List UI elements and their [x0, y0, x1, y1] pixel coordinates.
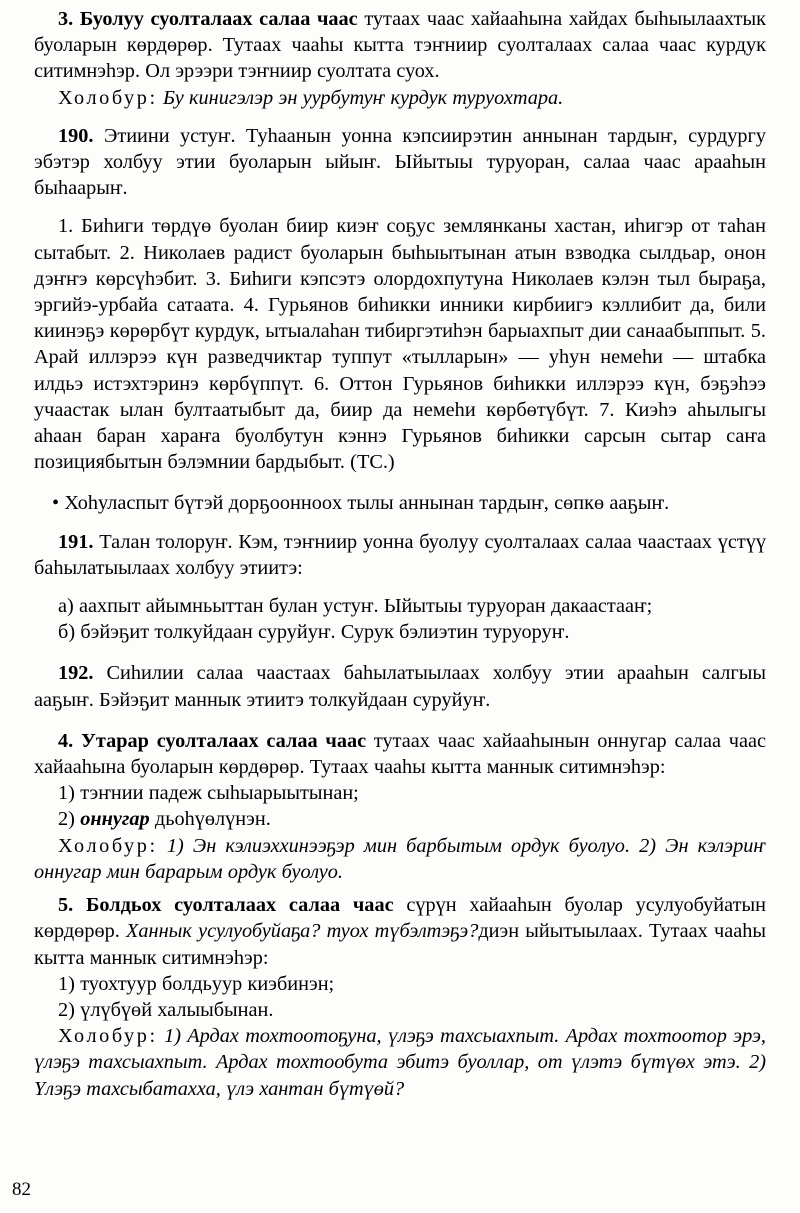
exercise-191-intro — [34, 529, 766, 581]
exercise-192-marker: 192. — [58, 662, 94, 685]
rule-3-example — [34, 85, 766, 111]
spacer — [34, 581, 766, 593]
rule-5-item-1-num: 1) — [58, 972, 75, 995]
rule-5-question-forms: Ханнык усулуобуйаҕа? туох түбэлтэҕэ? — [126, 920, 479, 943]
rule-4-example — [34, 833, 766, 885]
rule-5-item-2-num: 2) — [58, 998, 75, 1021]
rule-5-example — [34, 1023, 766, 1102]
rule-4-item-2 — [34, 806, 766, 832]
rule-3-example-text: Бу кинигэлэр эн уурбутуҥ курдук туруохтара. — [163, 86, 564, 109]
exercise-191-item-a: а) аахпыт айымньыттан булан устуҥ. Ыйытыы туруоран дакаастааҥ; — [58, 595, 653, 618]
exercise-191-marker: 191. — [58, 530, 94, 553]
spacer — [34, 111, 766, 123]
rule-4-item-1-num: 1) — [58, 782, 75, 805]
exercise-190-body: Этиини устуҥ. Туһаанын уонна кэпсиирэтин аннынан тардыҥ, сурдургу эбэтэр холбуу этии буоларын ыйыҥ. Ыйытыы туруоран, салаа чаас арааһын быһаарыҥ. — [34, 124, 766, 200]
page-content — [34, 6, 766, 1102]
rule-4-item-2-text: дьоһүөлүнэн. — [154, 808, 271, 831]
spacer — [34, 201, 766, 213]
rule-4-item-1 — [34, 780, 766, 806]
exercise-190-bullet-text: Хоһуласпыт бүтэй дорҕооннооx тылы аннынан тардыҥ, сөпкө ааҕыҥ. — [64, 492, 670, 515]
rule-4-example-label: Холобур: — [58, 834, 158, 857]
rule-5-term: Болдьох суолталаах салаа чаас — [85, 894, 394, 917]
rule-5-item-2-text: үлүбүөй халыыбынан. — [80, 998, 274, 1021]
rule-5-example-label: Холобур: — [58, 1025, 158, 1048]
rule-4-body: тутаах чаас хайааһынын оннугар салаа чаас хайааһына буоларын көрдөрөр. Тутаах чааһы кытта маннык ситимнэһэр: — [34, 729, 766, 779]
rule-5-paragraph — [34, 892, 766, 971]
rule-4-example-text: 1) Эн кэлиэххинээҕэр мин барбытым ордук буолуо. 2) Эн кэлэриҥ оннугар мин барарым ордук буолуо. — [34, 834, 766, 883]
rule-3-body: тутаах чаас хайааһына хайдах быһыылаахтык буоларын көрдөрөр. Тутаах чааһы кытта тэҥниир суолталаах салаа чаас курдук ситимнэһэр. Ол эрээри тэҥниир суолтата суох. — [34, 8, 766, 83]
rule-5-body-post: диэн ыйытыылаах. Тутаах чааһы кытта маннык ситимнэһэр: — [34, 920, 766, 969]
rule-4-marker: 4. — [58, 729, 74, 752]
rule-5-item-1-text: туохтуур болдьуур киэбинэн; — [80, 972, 335, 995]
exercise-190-marker: 190. — [58, 124, 94, 147]
spacer — [34, 713, 766, 728]
rule-5-example-text: 1) Ардах тохтоотоҕуна, үлэҕэ тахсыахпыт. Ардах тохтоотор эрэ, үлэҕэ тахсыахпыт. Ардах тохтообута эбитэ буоллар, от үлэтэ бүтүөх этэ. 2) Үлэҕэ тахсыбатахха, үлэ хантан бүтүөй? — [34, 1025, 766, 1100]
spacer — [34, 645, 766, 660]
exercise-192-paragraph — [34, 660, 766, 712]
rule-4-item-2-num: 2) — [58, 808, 75, 831]
rule-5-item-2 — [34, 997, 766, 1023]
exercise-191-item-b: б) бэйэҕит толкуйдаан суруйуҥ. Сурук бэлиэтин туруоруҥ. — [58, 621, 570, 644]
rule-5-item-1 — [34, 971, 766, 997]
exercise-190-bullet: • Хоһуласпыт бүтэй дорҕооннооx тылы аннынан тардыҥ, сөпкө ааҕыҥ. — [52, 492, 670, 515]
rule-5-marker: 5. — [58, 894, 74, 917]
rule-4-paragraph — [34, 728, 766, 780]
exercise-192-body: Сиһилии салаа чаастаах баһылатыылаах холбуу этии арааһын салгыы ааҕыҥ. Бэйэҕит маннык этиитэ толкуйдаан суруйуҥ. — [34, 662, 766, 711]
rule-4-term: Утарар суолталаах салаа чаас — [81, 729, 367, 752]
exercise-190-text: 1. Биһиги төрдүө буолан биир киэҥ соҕус землянканы хастан, иһигэр от таһан сытабыт. 2. Николаев радист буоларын быһыытынан атын взводка сылдьар, онон дэҥҥэ көрсүһэбит. 3. Биһиги кэпсэтэ олордохпутуна Николаев кэлэн тыл быраҕа, эргийэ-урбайа сатаата. 4. Гурьянов биһикки инники кирбиигэ кэллибит да, били киинэҕэ көрөрбүт курдук, ытыалаһан тибиргэтиһэн барыахпыт дии санаабыппыт. 5. Арай иллэрээ күн разведчиктар туппут «тылларын» — уһун немеһи — штабка илдьэ истэхтэринэ көрбүппүт. 6. Оттон Гурьянов биһикки иллэрээ күн, бэҕэһээ учаастак ылан бултаатыбыт да, биир да немеһи көрбөтүбүт. 7. Киэһэ аһылыгы аһаан баран хараҥа буолбутун кэннэ Гурьянов биһикки сарсын сытар саҥа позициябытын бэлэмнии бардыбыт. (ТС.) — [34, 215, 766, 474]
rule-3-example-label: Холобур: — [58, 86, 158, 109]
rule-3-paragraph — [34, 6, 766, 85]
page-number: 82 — [12, 1179, 31, 1200]
rule-3-term: Буолуу суолталаах салаа чаас — [79, 8, 358, 30]
rule-5-body-pre: сүрүн хайааһын буолар усулуобуйатын көрдөрөр. — [34, 894, 766, 943]
rule-4-item-1-text: тэҥнии падеж сыһыарыытынан; — [80, 782, 359, 805]
rule-4-item-2-keyword: оннугар — [80, 808, 150, 831]
spacer — [34, 475, 766, 490]
exercise-191-body: Талан толоруҥ. Кэм, тэҥниир уонна буолуу суолталаах салаа чаастаах үстүү баһылатыылаах холбуу этиитэ: — [34, 530, 766, 579]
exercise-190-intro — [34, 123, 766, 202]
spacer — [34, 517, 766, 529]
rule-3-marker: 3. — [58, 8, 74, 30]
spacer — [34, 885, 766, 892]
